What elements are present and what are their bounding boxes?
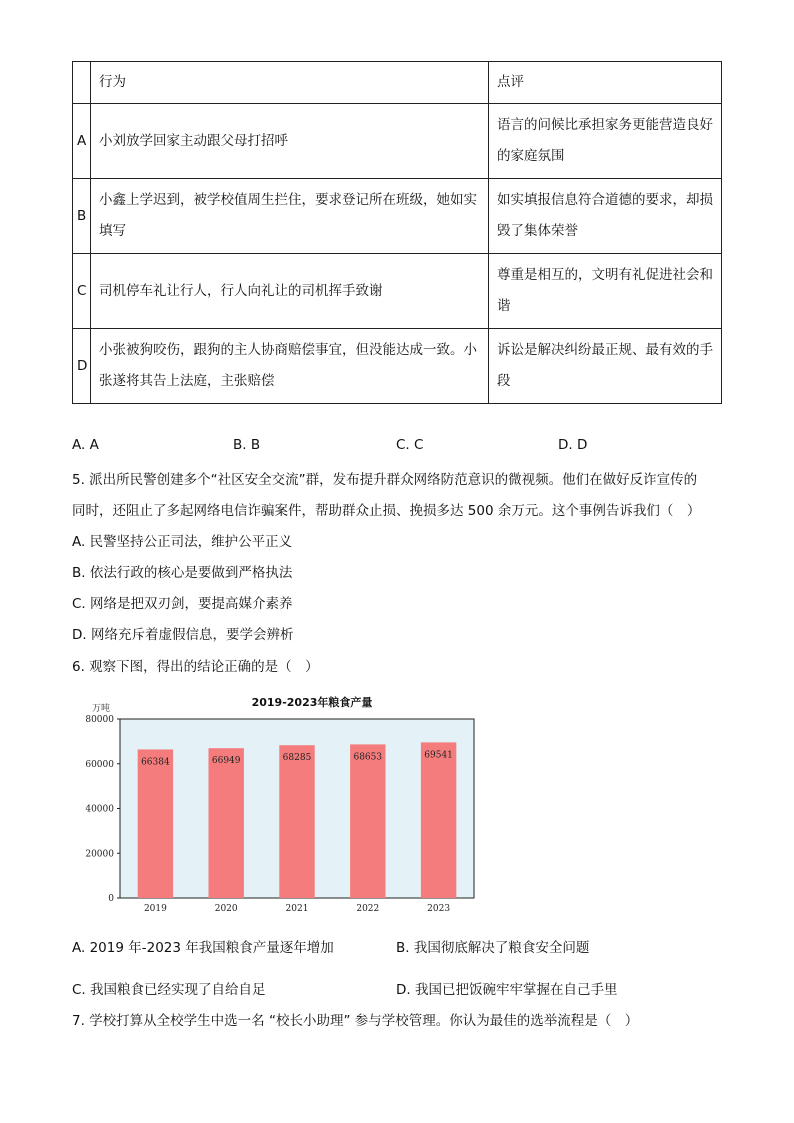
y-tick-label: 80000	[85, 715, 114, 725]
table-header-row	[73, 62, 722, 104]
bar-value-label: 69541	[424, 750, 453, 761]
q4-option-d[interactable]: D. D	[558, 437, 588, 453]
row-action: 小鑫上学迟到，被学校值周生拦住，要求登记所在班级，她如实填写	[91, 179, 489, 254]
q5-option-d[interactable]: D. 网络充斥着虚假信息，要学会辨析	[72, 627, 294, 643]
row-comment: 诉讼是解决纠纷最正规、最有效的手段	[489, 329, 722, 404]
q6-stem: 6. 观察下图，得出的结论正确的是（ ）	[72, 659, 319, 675]
q4-option-b[interactable]: B. B	[233, 437, 261, 453]
bar-2023	[421, 742, 456, 898]
y-tick-label: 40000	[85, 804, 114, 815]
q5-stem-line1: 5. 派出所民警创建多个“社区安全交流”群，发布提升群众网络防范意识的微视频。他们在做好反诈宣传的	[72, 472, 698, 488]
grain-output-bar-chart	[72, 700, 492, 918]
bar-2022	[350, 744, 385, 898]
table-row	[73, 104, 722, 179]
header-cell-blank	[73, 62, 91, 104]
x-tick-label: 2020	[214, 904, 238, 914]
q6-option-b[interactable]: B. 我国彻底解决了粮食安全问题	[396, 940, 590, 956]
q7-stem: 7. 学校打算从全校学生中选一名 “校长小助理” 参与学校管理。你认为最佳的选举流程是（ ）	[72, 1013, 639, 1029]
row-comment: 如实填报信息符合道德的要求，却损毁了集体荣誉	[489, 179, 722, 254]
row-action: 小张被狗咬伤，跟狗的主人协商赔偿事宜，但没能达成一致。小张遂将其告上法庭，主张赔偿	[91, 329, 489, 404]
row-action: 司机停车礼让行人，行人向礼让的司机挥手致谢	[91, 254, 489, 329]
q6-option-d[interactable]: D. 我国已把饭碗牢牢掌握在自己手里	[396, 982, 618, 998]
x-tick-label: 2021	[285, 904, 309, 914]
row-action: 小刘放学回家主动跟父母打招呼	[91, 104, 489, 179]
x-tick-label: 2019	[143, 904, 167, 914]
row-letter: A	[73, 104, 91, 179]
y-tick-label: 20000	[85, 849, 114, 860]
header-cell-comment: 点评	[489, 62, 722, 104]
chart-title: 2019-2023年粮食产量	[251, 696, 373, 709]
row-comment: 语言的问候比承担家务更能营造良好的家庭氛围	[489, 104, 722, 179]
q5-option-b[interactable]: B. 依法行政的核心是要做到严格执法	[72, 565, 293, 581]
table-row	[73, 179, 722, 254]
bar-2021	[279, 745, 314, 898]
table-row	[73, 254, 722, 329]
bar-2019	[138, 749, 173, 898]
q4-option-c[interactable]: C. C	[396, 437, 424, 453]
q6-option-a[interactable]: A. 2019 年-2023 年我国粮食产量逐年增加	[72, 940, 334, 956]
bar-value-label: 66384	[141, 757, 170, 768]
row-comment: 尊重是相互的，文明有礼促进社会和谐	[489, 254, 722, 329]
header-cell-action: 行为	[91, 62, 489, 104]
q6-option-c[interactable]: C. 我国粮食已经实现了自给自足	[72, 982, 266, 998]
bar-2020	[209, 748, 244, 898]
bar-value-label: 68285	[282, 753, 312, 764]
row-letter: B	[73, 179, 91, 254]
y-axis-unit-label: 万吨	[92, 704, 111, 714]
table-row	[73, 329, 722, 404]
q5-option-c[interactable]: C. 网络是把双刃剑，要提高媒介素养	[72, 596, 293, 612]
y-tick-label: 0	[108, 894, 114, 904]
q4-option-a[interactable]: A. A	[72, 437, 99, 453]
bar-value-label: 68653	[353, 752, 383, 763]
row-letter: D	[73, 329, 91, 404]
y-tick-label: 60000	[85, 759, 114, 770]
q5-stem-line2: 同时，还阻止了多起网络电信诈骗案件，帮助群众止损、挽损多达 500 余万元。这个事例告诉我们（ ）	[72, 503, 701, 519]
row-letter: C	[73, 254, 91, 329]
question-4-table	[72, 61, 722, 404]
x-tick-label: 2023	[427, 904, 451, 914]
x-tick-label: 2022	[356, 904, 380, 914]
q5-option-a[interactable]: A. 民警坚持公正司法，维护公平正义	[72, 534, 293, 550]
bar-value-label: 66949	[211, 756, 241, 767]
